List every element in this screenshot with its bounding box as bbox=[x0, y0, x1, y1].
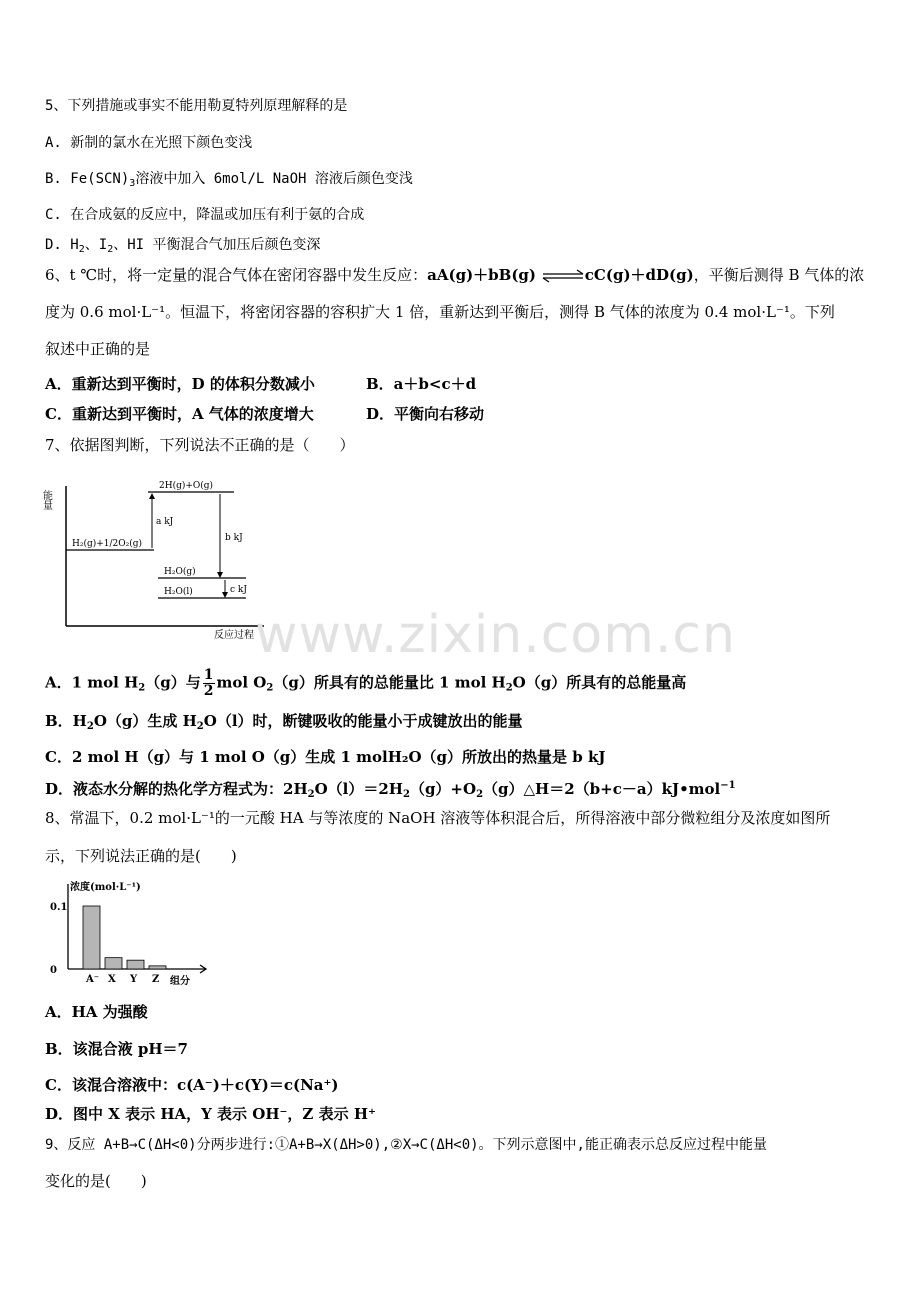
q5-option-c: C. 在合成氨的反应中，降温或加压有利于氨的合成 bbox=[45, 207, 365, 223]
q6-option-d: D．平衡向右移动 bbox=[366, 405, 485, 423]
bar-label-2: Y bbox=[130, 974, 138, 985]
q7-option-c: C．2 mol H（g）与 1 mol O（g）生成 1 molH₂O（g）所放出的热量是 b kJ bbox=[45, 748, 606, 766]
y-axis-label: 能量 bbox=[40, 490, 52, 510]
q5-option-d: D. $H_2$、$I_2$、HI 平衡混合气加压后颜色变深 bbox=[45, 237, 321, 255]
q5-option-b: B. $Fe(SCN)_3$溶液中加入 6mol/L NaOH 溶液后颜色变浅 bbox=[45, 171, 413, 189]
b-kj-label: b kJ bbox=[225, 533, 243, 543]
q8-option-a: A．HA 为强酸 bbox=[45, 1003, 148, 1021]
a-kj-label: a kJ bbox=[156, 517, 174, 527]
q6-line-3: 叙述中正确的是 bbox=[45, 340, 151, 358]
chart-y-axis-label: 浓度(mol·L⁻¹) bbox=[70, 882, 141, 893]
level-g-label: H₂O(g) bbox=[164, 567, 196, 577]
q8-option-d: D．图中 X 表示 HA，Y 表示 OH⁻，Z 表示 H⁺ bbox=[45, 1105, 376, 1123]
level-l-label: H₂O(l) bbox=[164, 587, 193, 597]
y-tick-label-0: 0.1 bbox=[50, 902, 68, 913]
q7-option-d: D．液态水分解的热化学方程式为：$2H_2O(l)=2H_2(g)+O_2(g)\triangle H=2(b+c-a)kJ•mol^{-1}$ bbox=[45, 780, 736, 800]
q9-line-1: 9、反应 A+B→C(ΔH<0)分两步进行:①A+B→X(ΔH>0),②X→C(ΔH<0)。下列示意图中,能正确表示总反应过程中能量 bbox=[45, 1137, 767, 1153]
q8-line-2: 示，下列说法正确的是( ) bbox=[45, 847, 237, 865]
level-top-label: 2H(g)+O(g) bbox=[159, 481, 214, 491]
q8-line-1: 8、常温下，0.2 mol·L⁻¹的一元酸 HA 与等浓度的 NaOH 溶液等体积混合后，所得溶液中部分微粒组分及浓度如图所 bbox=[45, 809, 831, 827]
q9-line-2: 变化的是( ) bbox=[45, 1172, 147, 1190]
q8-option-b: B．该混合液 pH＝7 bbox=[45, 1040, 188, 1058]
energy-level-diagram bbox=[42, 472, 272, 642]
bar-label-1: X bbox=[108, 974, 116, 985]
chart-x-axis-label: 组分 bbox=[170, 976, 190, 987]
bar-3 bbox=[149, 966, 166, 969]
watermark: www.zixin.com.cn bbox=[255, 605, 736, 665]
q6-line-2: 度为 0.6 mol·L⁻¹。恒温下，将密闭容器的容积扩大 1 倍，重新达到平衡后，测得 B 气体的浓度为 0.4 mol·L⁻¹。下列 bbox=[45, 303, 835, 321]
q5-option-a: A. 新制的氯水在光照下颜色变浅 bbox=[45, 135, 253, 151]
x-axis-label: 反应过程 bbox=[214, 630, 254, 641]
bar-1 bbox=[105, 958, 122, 969]
concentration-bar-chart bbox=[50, 876, 220, 986]
c-kj-label: c kJ bbox=[230, 585, 247, 595]
y-tick-label-1: 0 bbox=[50, 965, 57, 976]
q7-stem: 7、依据图判断，下列说法不正确的是（ ） bbox=[45, 436, 355, 454]
q6-option-c: C．重新达到平衡时，A 气体的浓度增大 bbox=[45, 405, 314, 423]
q7-option-b: B．$H_2O(g)$生成 $H_2O(l)$时，断键吸收的能量小于成键放出的能量 bbox=[45, 712, 523, 732]
q6-option-a: A．重新达到平衡时，D 的体积分数减小 bbox=[45, 375, 315, 393]
q7-option-a: A．1 mol $H_2(g)$与 $\frac{1}{2}$ mol $O_2(g)$所具有的总能量比 1 mol $H_2O(g)$所具有的总能量高 bbox=[45, 667, 687, 699]
equilibrium-arrow-icon bbox=[541, 269, 585, 283]
q8-option-c: C．该混合溶液中：c(A⁻)＋c(Y)＝c(Na⁺) bbox=[45, 1076, 339, 1094]
q6-option-b: B．a＋b<c＋d bbox=[366, 375, 477, 393]
bar-2 bbox=[127, 960, 144, 969]
level-left-label: H₂(g)+1/2O₂(g) bbox=[72, 539, 143, 549]
bar-label-3: Z bbox=[152, 974, 160, 985]
bar-0 bbox=[83, 906, 100, 969]
q6-line-1: 6、t ℃时，将一定量的混合气体在密闭容器中发生反应：aA(g)＋bB(g) cC(g)＋dD(g)，平衡后测得 B 气体的浓 bbox=[45, 266, 865, 284]
fraction-one-half: $\frac{1}{2}$ bbox=[203, 667, 214, 699]
bar-label-0: A⁻ bbox=[86, 974, 100, 985]
q5-stem: 5、下列措施或事实不能用勒夏特列原理解释的是 bbox=[45, 98, 348, 114]
